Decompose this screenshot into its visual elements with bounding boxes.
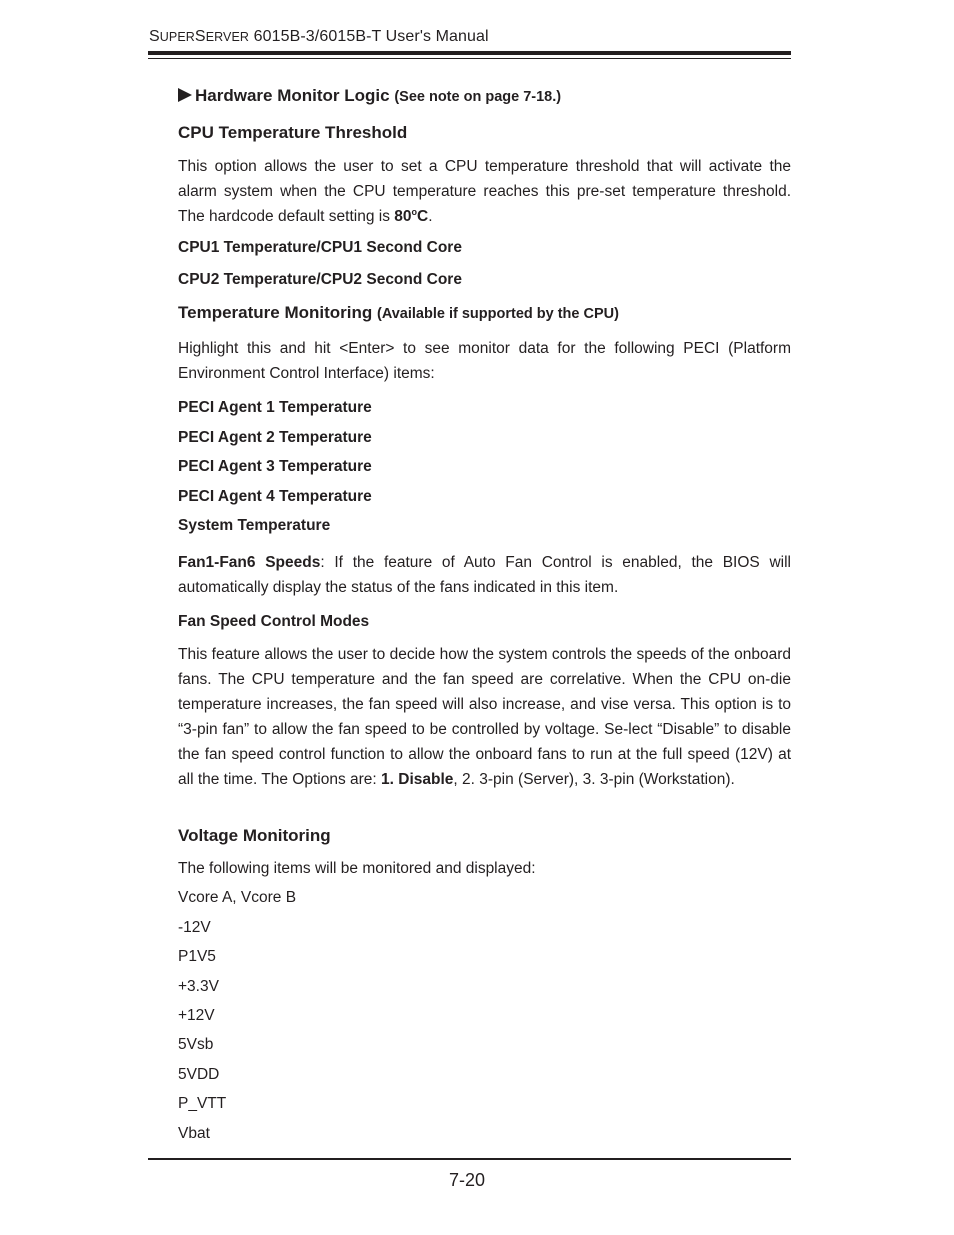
voltage-item: 5VDD <box>178 1066 220 1083</box>
cpu2-item: CPU2 Temperature/CPU2 Second Core <box>178 271 462 288</box>
fan-control-paragraph: This feature allows the user to decide how the system controls the speeds of the onboard fans. The CPU temperature and the fan speed are correlative. When the CPU on-die temperature increases, the fan speed will also increase, and vise versa. This option is to “3-pin fan” to allow the fan speed to be controlled by voltage. Se-lect “Disable” to disable the fan speed control function to allow the onboard fans to run at the full speed (12V) at all the time. The Options are: 1. Disable, 2. 3-pin (Server), 3. 3-pin (Workstation). <box>178 646 791 788</box>
voltage-item: -12V <box>178 919 211 936</box>
voltage-item: Vbat <box>178 1125 210 1142</box>
fan-speeds-paragraph: Fan1-Fan6 Speeds: If the feature of Auto Fan Control is enabled, the BIOS will automatically display the status of the fans indicated in this item. <box>178 554 791 596</box>
peci-agent-3: PECI Agent 3 Temperature <box>178 458 372 475</box>
temp-monitoring-heading: Temperature Monitoring (Available if supported by the CPU) <box>178 303 619 322</box>
voltage-item: +3.3V <box>178 978 219 995</box>
header-rule-thin <box>148 58 791 59</box>
voltage-item: P1V5 <box>178 948 216 965</box>
cpu-threshold-heading: CPU Temperature Threshold <box>178 123 408 142</box>
voltage-item: Vcore A, Vcore B <box>178 889 297 906</box>
cpu-threshold-paragraph: This option allows the user to set a CPU temperature threshold that will activate the alarm system when the CPU temperature reaches this pre-set temperature threshold. The hardcode default setting is 80$^o$C. <box>178 158 791 225</box>
section-heading: Hardware Monitor Logic (See note on page 7-18.) <box>178 86 791 106</box>
cpu1-item: CPU1 Temperature/CPU1 Second Core <box>178 239 462 256</box>
voltage-heading: Voltage Monitoring <box>178 826 331 845</box>
footer-rule <box>148 1158 791 1160</box>
voltage-item: 5Vsb <box>178 1036 214 1053</box>
system-temperature: System Temperature <box>178 517 331 534</box>
page-number: 7-20 <box>449 1170 486 1190</box>
peci-agent-1: PECI Agent 1 Temperature <box>178 399 372 416</box>
temp-monitoring-paragraph: Highlight this and hit <Enter> to see monitor data for the following PECI (Platform Environment Control Interface) items: <box>178 340 791 382</box>
voltage-intro: The following items will be monitored and displayed: <box>178 860 536 877</box>
running-header: SUPERSERVER 6015B-3/6015B-T User's Manual <box>149 28 489 45</box>
voltage-item: +12V <box>178 1007 215 1024</box>
peci-agent-4: PECI Agent 4 Temperature <box>178 488 372 505</box>
voltage-item: P_VTT <box>178 1095 227 1112</box>
triangle-bullet-icon <box>178 88 192 102</box>
fan-control-heading: Fan Speed Control Modes <box>178 613 370 630</box>
header-rule <box>148 51 791 55</box>
peci-agent-2: PECI Agent 2 Temperature <box>178 429 372 446</box>
